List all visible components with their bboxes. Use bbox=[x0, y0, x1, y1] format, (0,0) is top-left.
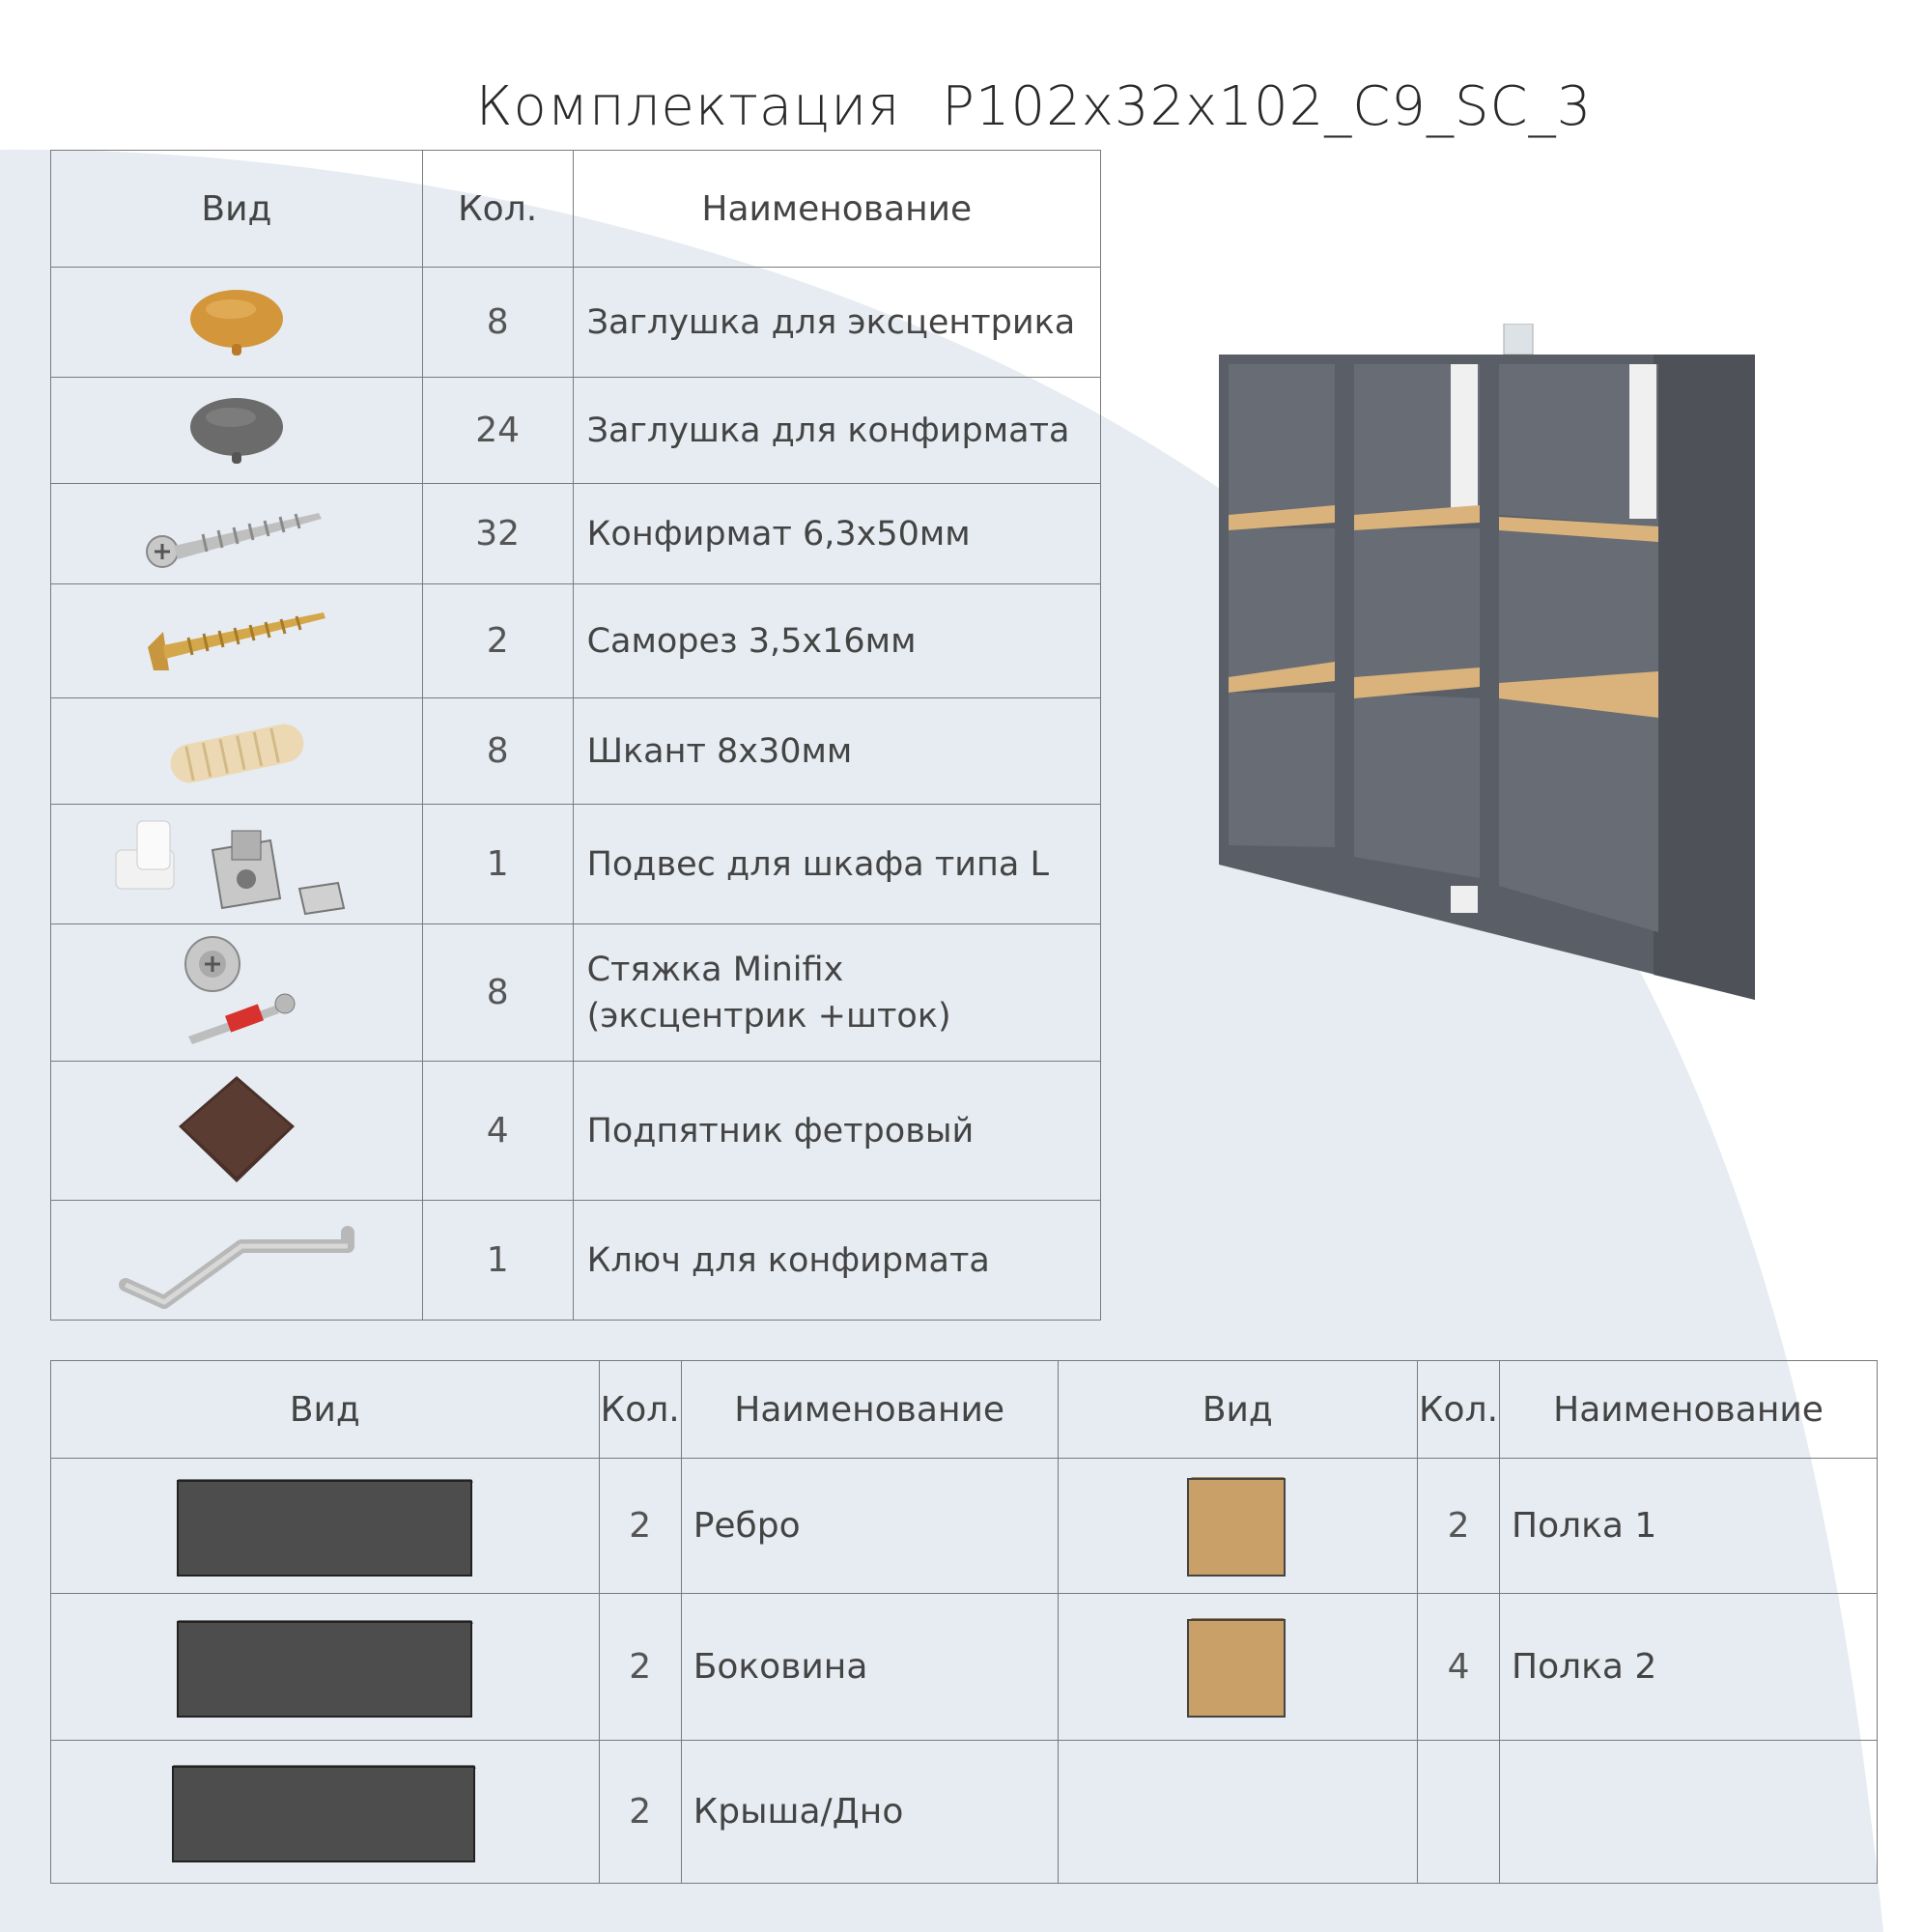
table-row bbox=[51, 924, 1101, 1062]
name-line-2: (эксцентрик +шток) bbox=[586, 996, 951, 1036]
minifix-icon bbox=[51, 924, 423, 1062]
qty-cell: 8 bbox=[422, 698, 573, 805]
name-cell: Крыша/Дно bbox=[681, 1741, 1058, 1884]
header-qty: Кол. bbox=[422, 151, 573, 268]
empty-cell bbox=[1058, 1741, 1417, 1884]
panel-wood-icon bbox=[1058, 1459, 1417, 1594]
name-cell: Шкант 8х30мм bbox=[573, 698, 1100, 805]
name-cell bbox=[573, 924, 1100, 1062]
qty-cell: 4 bbox=[1418, 1594, 1500, 1741]
qty-cell: 8 bbox=[422, 268, 573, 378]
name-cell: Заглушка для конфирмата bbox=[573, 378, 1100, 484]
panel-grey-icon bbox=[51, 1594, 600, 1741]
qty-cell: 2 bbox=[422, 584, 573, 698]
qty-cell: 1 bbox=[422, 805, 573, 924]
qty-cell: 32 bbox=[422, 484, 573, 584]
name-cell: Заглушка для эксцентрика bbox=[573, 268, 1100, 378]
table-row bbox=[51, 698, 1101, 805]
header-qty-2: Кол. bbox=[1418, 1361, 1500, 1459]
qty-cell: 2 bbox=[1418, 1459, 1500, 1594]
table-row bbox=[51, 1201, 1101, 1321]
panel-grey-icon bbox=[51, 1741, 600, 1884]
header-qty: Кол. bbox=[599, 1361, 681, 1459]
table-row bbox=[51, 1459, 1878, 1594]
cap-grey-icon bbox=[51, 378, 423, 484]
confirmat-screw-icon bbox=[51, 484, 423, 584]
qty-cell: 2 bbox=[599, 1741, 681, 1884]
cap-orange-icon bbox=[51, 268, 423, 378]
header-name: Наименование bbox=[573, 151, 1100, 268]
qty-cell: 2 bbox=[599, 1459, 681, 1594]
dowel-icon bbox=[51, 698, 423, 805]
header-name: Наименование bbox=[681, 1361, 1058, 1459]
name-cell: Конфирмат 6,3х50мм bbox=[573, 484, 1100, 584]
table-row bbox=[51, 378, 1101, 484]
table-row bbox=[51, 268, 1101, 378]
qty-cell: 8 bbox=[422, 924, 573, 1062]
cabinet-hanger-icon bbox=[51, 805, 423, 924]
empty-cell bbox=[1500, 1741, 1878, 1884]
header-view-2: Вид bbox=[1058, 1361, 1417, 1459]
name-line-1: Стяжка Minifix bbox=[586, 950, 844, 989]
title-code: P102x32x102_C9_SC_3 bbox=[942, 75, 1593, 138]
table-row bbox=[51, 805, 1101, 924]
page-title bbox=[0, 75, 1923, 138]
name-cell: Саморез 3,5х16мм bbox=[573, 584, 1100, 698]
table-row bbox=[51, 1062, 1101, 1201]
table-row bbox=[51, 584, 1101, 698]
name-cell: Полка 2 bbox=[1500, 1594, 1878, 1741]
qty-cell: 24 bbox=[422, 378, 573, 484]
table-row bbox=[51, 1741, 1878, 1884]
table-row bbox=[51, 484, 1101, 584]
panels-header-row bbox=[51, 1361, 1878, 1459]
header-view: Вид bbox=[51, 1361, 600, 1459]
name-cell: Ребро bbox=[681, 1459, 1058, 1594]
name-cell: Подпятник фетровый bbox=[573, 1062, 1100, 1201]
table-row bbox=[51, 1594, 1878, 1741]
qty-cell: 1 bbox=[422, 1201, 573, 1321]
hardware-table bbox=[50, 150, 1101, 1321]
name-cell: Боковина bbox=[681, 1594, 1058, 1741]
qty-cell: 4 bbox=[422, 1062, 573, 1201]
qty-cell: 2 bbox=[599, 1594, 681, 1741]
hex-key-icon bbox=[51, 1201, 423, 1321]
felt-pad-icon bbox=[51, 1062, 423, 1201]
name-cell: Полка 1 bbox=[1500, 1459, 1878, 1594]
name-cell: Подвес для шкафа типа L bbox=[573, 805, 1100, 924]
header-name-2: Наименование bbox=[1500, 1361, 1878, 1459]
panel-grey-icon bbox=[51, 1459, 600, 1594]
title-prefix: Комплектация bbox=[475, 75, 901, 138]
panels-table bbox=[50, 1360, 1878, 1884]
wood-screw-icon bbox=[51, 584, 423, 698]
header-view: Вид bbox=[51, 151, 423, 268]
shelf-unit-image bbox=[1219, 324, 1779, 1000]
name-cell: Ключ для конфирмата bbox=[573, 1201, 1100, 1321]
empty-cell bbox=[1418, 1741, 1500, 1884]
panel-wood-icon bbox=[1058, 1594, 1417, 1741]
hardware-header-row bbox=[51, 151, 1101, 268]
